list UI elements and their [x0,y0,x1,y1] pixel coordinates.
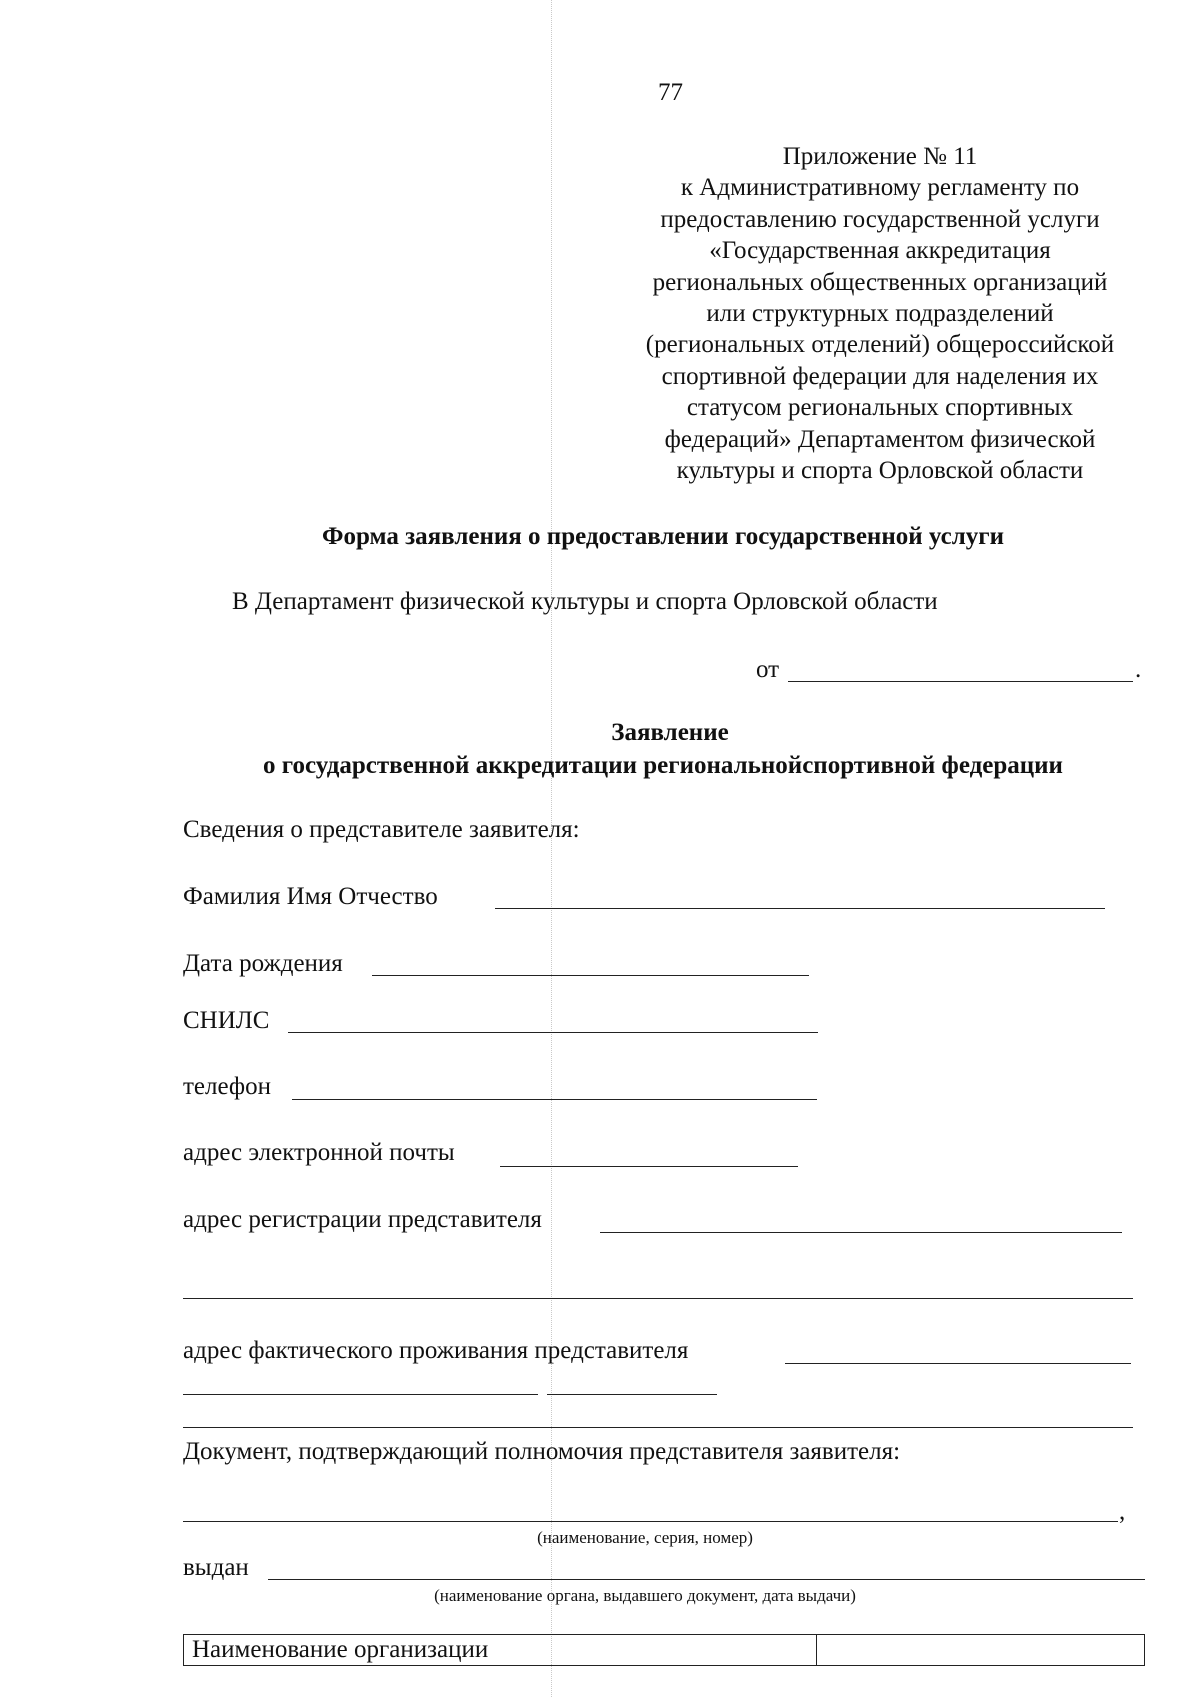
phone-field-line[interactable] [292,1099,817,1100]
reg-address-extra-line[interactable] [183,1298,1133,1299]
appendix-line: «Государственная аккредитация [709,237,1051,265]
email-label: адрес электронной почты [183,1139,455,1166]
appendix-line: федераций» Департаментом физической [664,425,1096,453]
issued-label: выдан [183,1554,249,1581]
from-label: от [756,656,780,683]
appendix-line: к Административному регламенту по [680,174,1080,202]
snils-label: СНИЛС [183,1007,270,1034]
actual-address-extra-line-a[interactable] [183,1394,538,1395]
appendix-line: региональных общественных организаций [652,268,1108,296]
form-title: Форма заявления о предоставлении государственной услуги [322,523,1004,550]
appendix-line: Приложение № 11 [782,143,978,170]
appendix-block [620,141,1140,486]
full-name-field-line[interactable] [495,908,1105,909]
from-field-line[interactable] [788,681,1133,682]
issued-field-line[interactable] [268,1579,1145,1580]
organization-table [183,1634,1145,1666]
reg-address-field-line[interactable] [600,1232,1122,1233]
actual-address-field-line[interactable] [785,1363,1131,1364]
appendix-line: предоставлению государственной услуги [660,205,1100,233]
org-name-value-cell[interactable] [817,1635,1145,1666]
issued-caption: (наименование органа, выдавшего документ, дата выдачи) [434,1586,856,1605]
birth-date-field-line[interactable] [372,975,809,976]
birth-date-label: Дата рождения [183,950,343,977]
appendix-line: статусом региональных спортивных [686,394,1074,422]
document-field-line[interactable] [183,1521,1118,1522]
phone-label: телефон [183,1073,271,1100]
addressee: В Департамент физической культуры и спорта Орловской области [232,588,938,615]
snils-field-line[interactable] [288,1032,818,1033]
actual-address-extra-line-b[interactable] [547,1394,717,1395]
page-number: 77 [658,79,683,106]
email-field-line[interactable] [500,1166,798,1167]
document-label: Документ, подтверждающий полномочия представителя заявителя: [183,1438,901,1465]
actual-address-label: адрес фактического проживания представителя [183,1337,689,1364]
application-subtitle: о государственной аккредитации региональнойспортивной федерации [263,752,1063,779]
full-name-label: Фамилия Имя Отчество [183,883,438,910]
reg-address-label: адрес регистрации представителя [183,1206,542,1233]
document-comma: , [1119,1498,1126,1525]
document-caption: (наименование, серия, номер) [537,1528,753,1547]
section-label: Сведения о представителе заявителя: [183,816,580,843]
table-row [184,1635,1145,1666]
actual-address-extra-line-c[interactable] [183,1427,1133,1428]
from-period: . [1135,656,1142,683]
appendix-line: (региональных отделений) общероссийской [645,331,1115,359]
appendix-line: спортивной федерации для наделения их [661,362,1099,390]
appendix-line: или структурных подразделений [706,300,1054,328]
application-title: Заявление [611,719,729,746]
org-name-label: Наименование организации [184,1635,817,1666]
appendix-line: культуры и спорта Орловской области [676,457,1084,485]
